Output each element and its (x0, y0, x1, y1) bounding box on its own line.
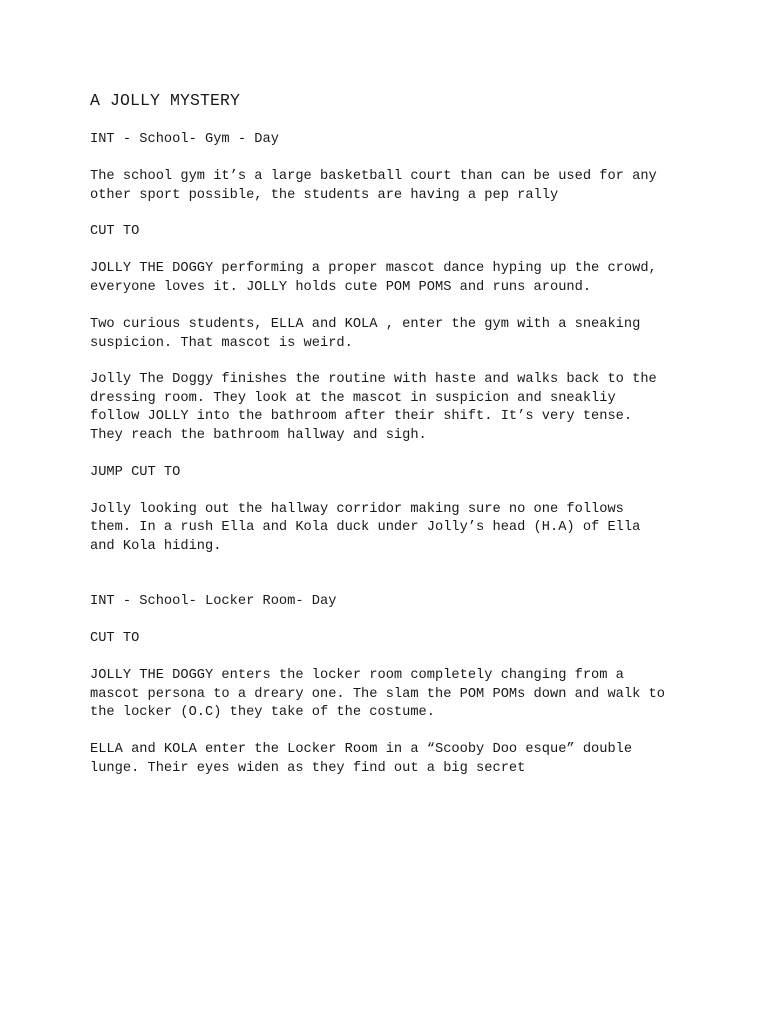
action-line: them. In a rush Ella and Kola duck under Jolly’s head (H.A) of Ella (90, 520, 641, 535)
action-line: follow JOLLY into the bathroom after their shift. It’s very tense. (90, 409, 633, 424)
action-line: mascot persona to a dreary one. The slam the POM POMs down and walk to (90, 687, 665, 702)
action-line: Two curious students, ELLA and KOLA , enter the gym with a sneaking (90, 317, 641, 332)
action-line: Jolly looking out the hallway corridor making sure no one follows (90, 502, 624, 517)
action-line: the locker (O.C) they take of the costume. (90, 705, 435, 720)
action-line: dressing room. They look at the mascot in suspicion and sneakliy (90, 391, 616, 406)
action-line: The school gym it’s a large basketball court than can be used for any (90, 169, 657, 184)
script-title: A JOLLY MYSTERY (90, 91, 241, 110)
scene-heading-gym: INT - School- Gym - Day (90, 132, 279, 147)
action-line: lunge. Their eyes widen as they find out a big secret (90, 761, 526, 776)
action-line: Jolly The Doggy finishes the routine with haste and walks back to the (90, 372, 657, 387)
action-line: other sport possible, the students are having a pep rally (90, 188, 559, 203)
action-line: and Kola hiding. (90, 539, 222, 554)
action-line: suspicion. That mascot is weird. (90, 336, 353, 351)
action-line: JOLLY THE DOGGY enters the locker room completely changing from a (90, 668, 624, 683)
scene-heading-locker-room: INT - School- Locker Room- Day (90, 594, 337, 609)
transition-cut-to: CUT TO (90, 631, 140, 646)
action-line: They reach the bathroom hallway and sigh. (90, 428, 427, 443)
action-line: JOLLY THE DOGGY performing a proper mascot dance hyping up the crowd, (90, 261, 657, 276)
action-line: everyone loves it. JOLLY holds cute POM POMS and runs around. (90, 280, 592, 295)
transition-jump-cut-to: JUMP CUT TO (90, 465, 181, 480)
action-line: ELLA and KOLA enter the Locker Room in a “Scooby Doo esque” double (90, 742, 633, 757)
transition-cut-to: CUT TO (90, 224, 140, 239)
